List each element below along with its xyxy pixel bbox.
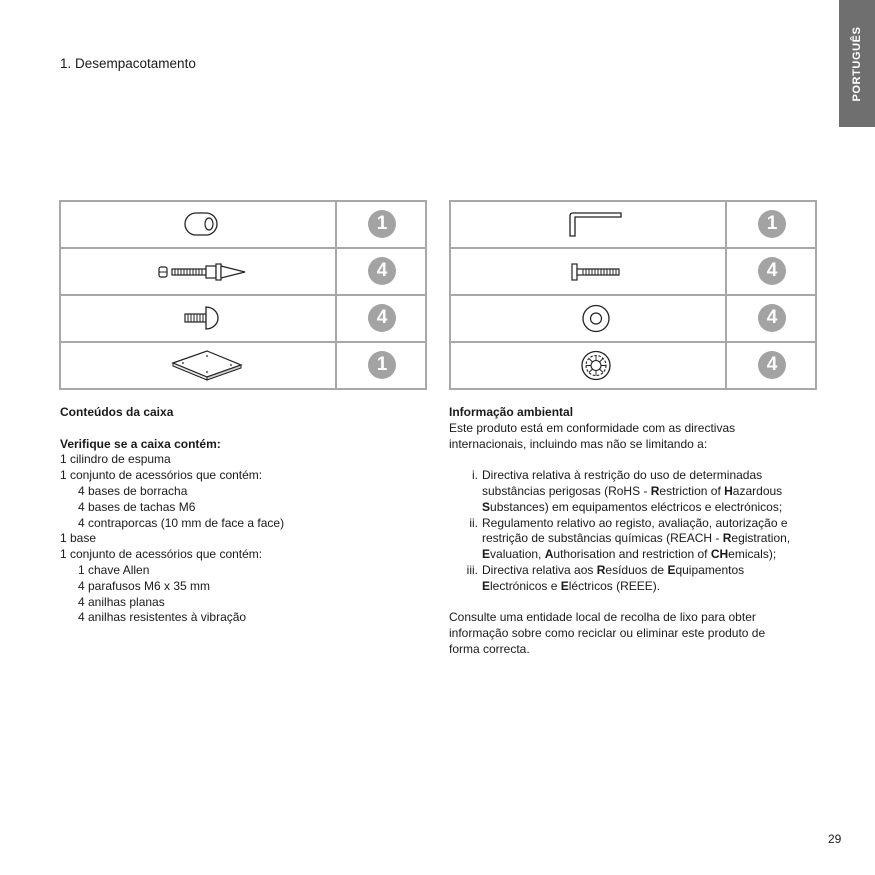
quantity-badge: 4 [758,304,786,332]
quantity-cell [337,296,425,341]
part-row [61,247,425,294]
list-item: 4 anilhas resistentes à vibração [78,610,247,625]
quantity-cell [337,249,425,294]
part-row [61,294,425,341]
list-item: 4 contraporcas (10 mm de face a face) [78,515,285,530]
list-item: 4 bases de borracha [78,483,188,498]
rubber-base-icon [61,296,337,341]
section-title: 1. Desempacotamento [60,56,196,71]
directive-number: ii. [469,515,478,530]
quantity-badge: 4 [758,257,786,285]
part-row [451,294,815,341]
part-row [451,202,815,247]
language-tab [839,0,875,127]
quantity-badge: 4 [368,257,396,285]
lock-washer-icon [451,343,727,388]
list-item: 1 base [60,531,97,546]
environment-heading: Informação ambiental [449,405,574,419]
list-item: 4 bases de tachas M6 [78,499,196,514]
quantity-cell [337,343,425,388]
quantity-badge: 4 [758,351,786,379]
tack-base-spike-icon [61,249,337,294]
directive-number: i. [472,468,478,483]
quantity-badge: 4 [368,304,396,332]
quantity-cell [337,202,425,247]
quantity-badge: 1 [758,210,786,238]
environment-outro: informação sobre como reciclar ou eliminar este produto de [449,626,766,641]
base-plate-icon [61,343,337,388]
screw-icon [451,249,727,294]
part-row [451,247,815,294]
flat-washer-icon [451,296,727,341]
quantity-badge: 1 [368,351,396,379]
box-contents-section [60,405,420,626]
list-item: 1 conjunto de acessórios que contém: [60,547,263,562]
box-contents-heading: Conteúdos da caixa [60,405,174,419]
quantity-cell [727,202,815,247]
environment-outro: forma correcta. [449,641,530,656]
environment-section [449,405,829,658]
allen-key-icon [451,202,727,247]
environment-intro: internacionais, incluindo mas não se limitando a: [449,436,708,451]
part-row [451,341,815,388]
part-row [61,202,425,247]
language-tab-label: PORTUGUÊS [851,26,863,102]
page-number: 29 [828,832,842,846]
quantity-badge: 1 [368,210,396,238]
list-item: 1 chave Allen [78,562,150,577]
quantity-cell [727,249,815,294]
directive-item: ii. Regulamento relativo ao registo, avaliação, autorização e restrição de substâncias químicas (REACH - Registration, Evaluation, Authorisation and restriction of CHemicals); [449,516,829,563]
box-contents-subheading: Verifique se a caixa contém: [60,436,221,451]
part-row [61,341,425,388]
environment-intro: Este produto está em conformidade com as directivas [449,420,736,435]
directive-item: iii. Directiva relativa aos Resíduos de Equipamentos Electrónicos e Eléctricos (REEE). [449,563,829,595]
list-item: 4 anilhas planas [78,594,165,609]
quantity-cell [727,343,815,388]
list-item: 4 parafusos M6 x 35 mm [78,578,211,593]
parts-table-left [59,200,427,390]
foam-cylinder-icon [61,202,337,247]
directive-item: i. Directiva relativa à restrição do uso de determinadas substâncias perigosas (RoHS - Restriction of Hazardous Substances) em equipamentos eléctricos e electrónicos; [449,468,829,515]
list-item: 1 conjunto de acessórios que contém: [60,468,263,483]
parts-table-right [449,200,817,390]
directive-number: iii. [466,562,478,577]
quantity-cell [727,296,815,341]
environment-outro: Consulte uma entidade local de recolha de lixo para obter [449,610,756,625]
list-item: 1 cilindro de espuma [60,452,171,467]
